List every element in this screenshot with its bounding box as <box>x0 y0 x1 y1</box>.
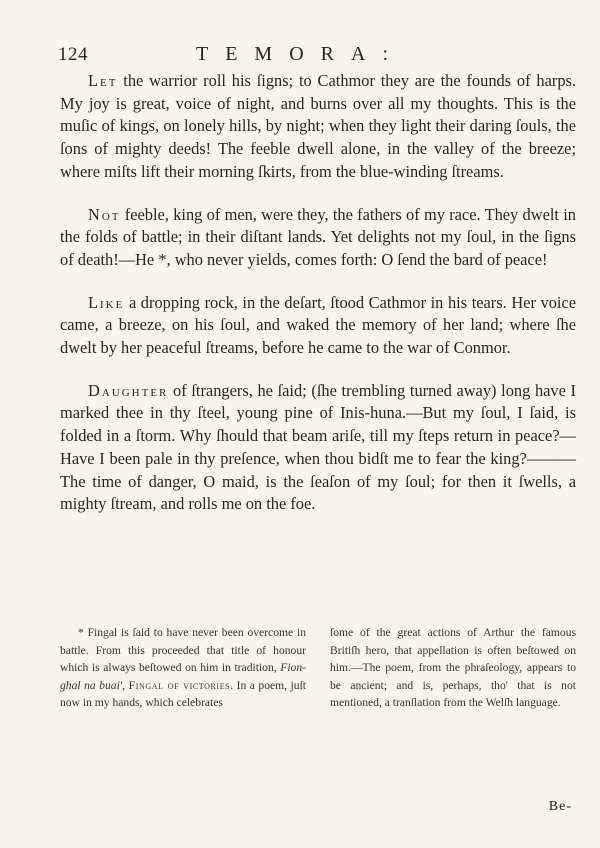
footnote-text: , <box>122 678 129 692</box>
page-header <box>58 44 576 68</box>
footnote <box>60 624 576 712</box>
paragraph-lead: Not <box>88 204 121 224</box>
paragraph-4 <box>60 380 576 516</box>
paragraph-2 <box>60 204 576 272</box>
paragraph-text: the warrior roll his ſigns; to Cathmor they are the founds of harps. My joy is great, voice of night, and burns over all my thoughts. This is the muſic of kings, on lonely hills, by night; when they light their daring ſouls, the ſons of mighty deeds! The feeble dwell alone, in the valley of the breeze; where miſts lift their morning ſkirts, from the blue-winding ſtreams. <box>60 71 576 181</box>
paragraph-text: feeble, king of men, were they, the fathers of my race. They dwelt in the folds of battle; in their diſtant lands. Yet delights not my ſoul, in the ſigns of death!—He *, who never yields, comes forth: O ſend the bard of peace! <box>60 204 576 269</box>
paragraph-lead: Let <box>88 71 118 90</box>
paragraph-lead: Daughter <box>88 380 169 400</box>
footnote-marker: * <box>78 626 84 639</box>
footnote-column-left <box>60 624 306 712</box>
paragraph-text: of ſtrangers, he ſaid; (ſhe trembling turned away) long have I marked thee in thy ſteel, young pine of Inis-huna.—But my ſoul, I ſaid, is folded in a ſtorm. Why ſhould that beam ariſe, till my ſteps return in peace?—Have I been pale in thy preſence, when thou bidſt me to fear the king?———The time of danger, O maid, is the ſeaſon of my ſoul; for then it ſwells, a mighty ſtream, and rolls me on the foe. <box>60 380 576 514</box>
footnote-text: Fingal is ſaid to have never been overcome in battle. From this proceeded that title of honour which is always beſtowed on him in tradition, <box>60 626 306 675</box>
footnote-gaelic-title: Fion-ghal na buai' <box>60 661 306 692</box>
body-text <box>60 70 576 536</box>
paragraph-3 <box>60 292 576 360</box>
footnote-english-title: Fingal of victories <box>128 678 231 692</box>
catchword: Be- <box>548 799 572 814</box>
running-title: TEMORA: <box>196 43 405 65</box>
page-number: 124 <box>58 44 88 65</box>
footnote-column-right: ſome of the great actions of Arthur the famous Britiſh hero, that appellation is often beſtowed on him.—The poem, from the phraſeology, appears to be ancient; and is, perhaps, tho' that is not mentioned, a tranſlation from the Welſh language. <box>330 626 576 710</box>
paragraph-lead: Like <box>88 292 125 312</box>
paragraph-text: a dropping rock, in the deſart, ſtood Cathmor in his tears. Her voice came, a breeze, on his ſoul, and waked the memory of her land; where ſhe dwelt by her peaceful ſtreams, before he came to the war of Conmor. <box>60 292 576 358</box>
paragraph-1 <box>60 70 576 184</box>
footnote-text: . In a poem, juſt now in my hands, which celebrates <box>60 678 307 710</box>
